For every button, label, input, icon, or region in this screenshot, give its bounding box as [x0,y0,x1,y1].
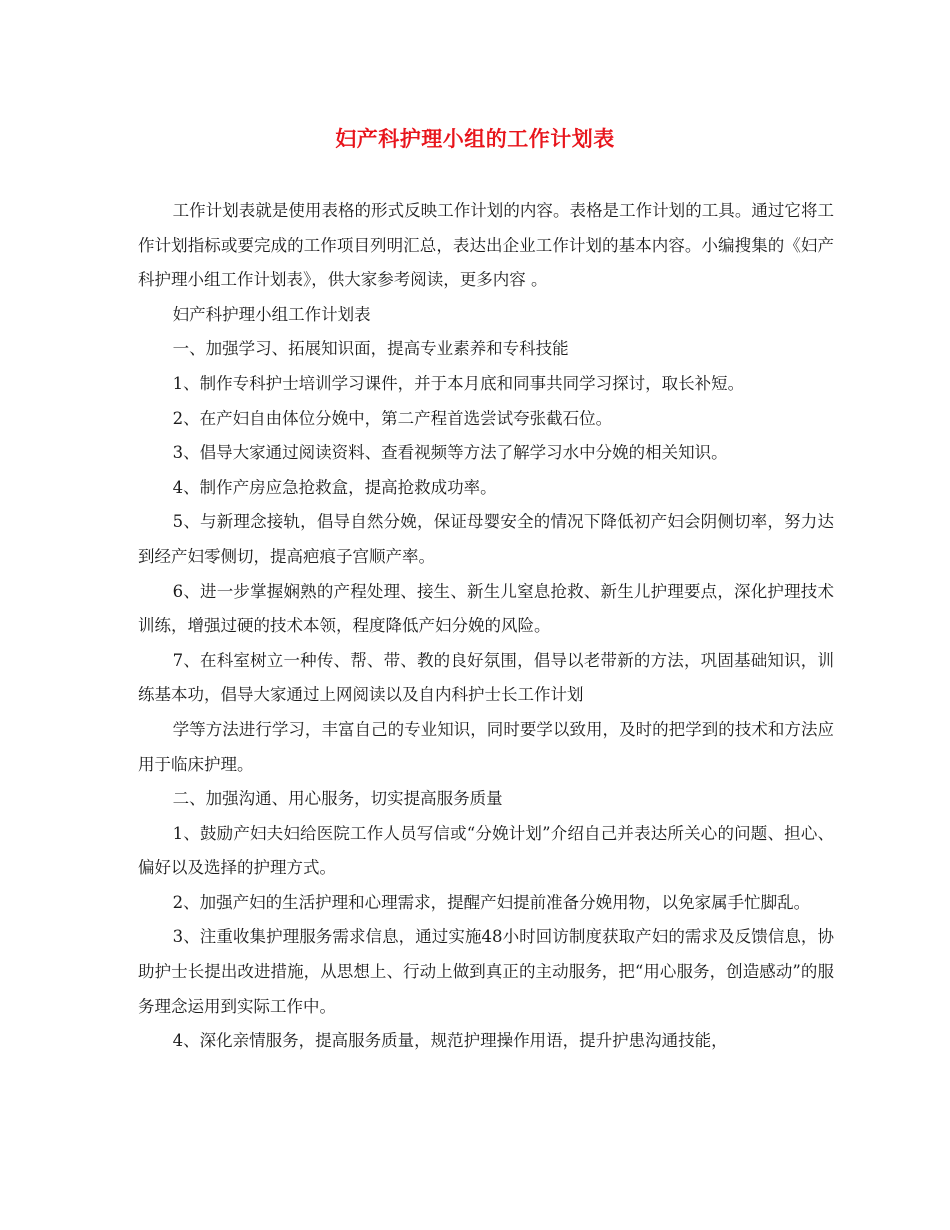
paragraph-item: 5、与新理念接轨，倡导自然分娩，保证母婴安全的情况下降低初产妇会阴侧切率，努力达到经产妇零侧切，提高疤痕子宫顺产率。 [138,512,834,566]
paragraph-item: 3、注重收集护理服务需求信息，通过实施48小时回访制度获取产妇的需求及反馈信息，协助护士长提出改进措施，从思想上、行动上做到真正的主动服务，把“用心服务，创造感动”的服务理念运用到实际工作中。 [138,927,834,1016]
document-title: 妇产科护理小组的工作计划表 [335,126,615,151]
section-heading-1: 一、加强学习、拓展知识面，提高专业素养和专科技能 [172,339,569,359]
paragraph-intro: 工作计划表就是使用表格的形式反映工作计划的内容。表格是工作计划的工具。通过它将工作计划指标或要完成的工作项目列明汇总，表达出企业工作计划的基本内容。小编搜集的《妇产科护理小组工作计划表》，供大家参考阅读，更多内容 。 [138,201,834,290]
paragraph-item: 3、倡导大家通过阅读资料、查看视频等方法了解学习水中分娩的相关知识。 [172,443,728,463]
paragraph-item: 2、在产妇自由体位分娩中，第二产程首选尝试夸张截石位。 [172,408,613,428]
section-heading-2: 二、加强沟通、用心服务，切实提高服务质量 [172,789,503,809]
paragraph-item: 1、鼓励产妇夫妇给医院工作人员写信或“分娩计划”介绍自己并表达所关心的问题、担心、偏好以及选择的护理方式。 [138,823,834,878]
paragraph-item: 4、深化亲情服务，提高服务质量，规范护理操作用语，提升护患沟通技能， [172,1031,728,1051]
paragraph-subtitle: 妇产科护理小组工作计划表 [172,304,371,324]
document-body [138,194,834,1059]
paragraph-item: 7、在科室树立一种传、帮、带、教的良好氛围，倡导以老带新的方法，巩固基础知识，训练基本功，倡导大家通过上网阅读以及自内科护士长工作计划 [138,650,834,705]
paragraph-item: 学等方法进行学习，丰富自己的专业知识，同时要学以致用，及时的把学到的技术和方法应用于临床护理。 [138,719,834,774]
paragraph-item: 4、制作产房应急抢救盒，提高抢救成功率。 [172,477,497,497]
paragraph-item: 6、进一步掌握娴熟的产程处理、接生、新生儿窒息抢救、新生儿护理要点，深化护理技术训练，增强过硬的技术本领，程度降低产妇分娩的风险。 [138,581,834,636]
paragraph-item: 2、加强产妇的生活护理和心理需求，提醒产妇提前准备分娩用物，以免家属手忙脚乱。 [172,892,811,912]
paragraph-item: 1、制作专科护士培训学习课件，并于本月底和同事共同学习探讨，取长补短。 [172,373,745,393]
